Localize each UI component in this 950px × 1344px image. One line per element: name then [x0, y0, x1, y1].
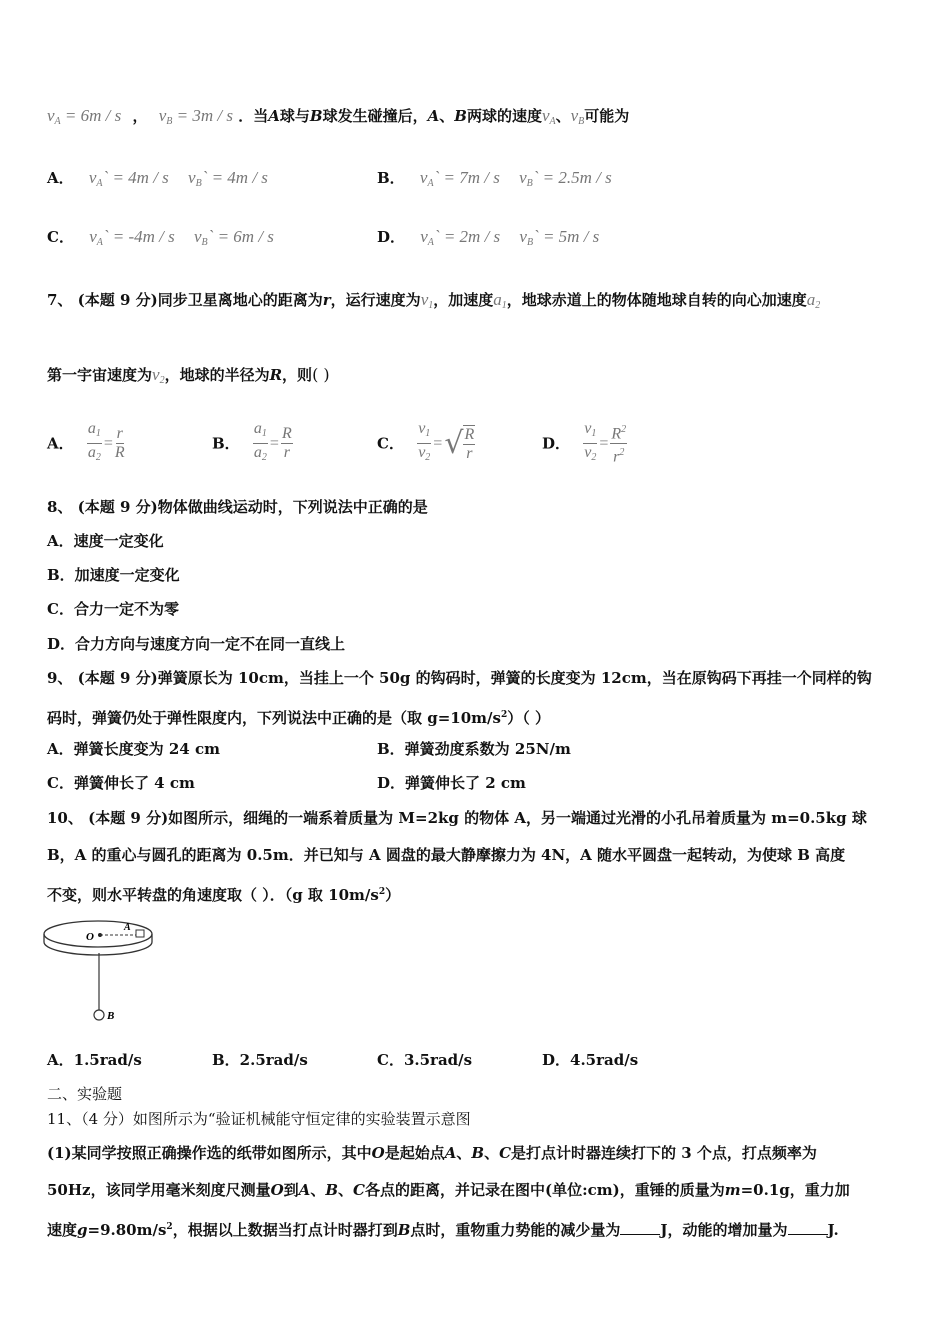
label-b: B — [107, 1010, 115, 1022]
q9-option-d[interactable]: D．弹簧伸长了 2 cm — [377, 774, 526, 792]
q11-line3: 速度$g=9.80m/s^2$，根据以上数据当打点计时器打到B点时，重物重力势能的减少量为 J，动能的增加量为 J. — [47, 1221, 839, 1239]
label-a: A — [124, 922, 131, 933]
ball-b — [94, 1010, 104, 1020]
q8-stem: 8、 (本题 9 分)物体做曲线运动时，下列说法中正确的是 — [47, 498, 428, 516]
q6-stem: $v_A = 6m / s$ ， $v_B = 3m / s$ ．当A球与B球发生碰撞后，A、B两球的速度$v_A$、$v_B$可能为 — [47, 106, 630, 127]
turntable-figure — [40, 915, 160, 1027]
given-vb: $v_B = 3m / s$ — [158, 106, 233, 127]
q7-option-a[interactable]: A． $\frac{a_1}{a_2}$ = $\frac{r}{R}$ — [47, 420, 125, 463]
q6-option-c[interactable]: C． $v_A` = -4m / s$ $v_B` = 6m / s$ — [47, 227, 274, 248]
q9-option-c[interactable]: C．弹簧伸长了 4 cm — [47, 774, 195, 792]
q10-stem-line1: 10、 (本题 9 分)如图所示，细绳的一端系着质量为 M=2kg 的物体 A，另一端通过光滑的小孔吊着质量为 m=0.5kg 球 — [47, 809, 867, 827]
q6-option-b[interactable]: B． $v_A` = 7m / s$ $v_B` = 2.5m / s$ — [377, 168, 612, 189]
q9-stem-line1: 9、 (本题 9 分)弹簧原长为 10cm，当挂上一个 50g 的钩码时，弹簧的长度变为 12cm，当在原钩码下再挂一个同样的钩 — [47, 669, 872, 687]
answer-blank-1[interactable] — [620, 1220, 660, 1235]
q10-stem-line2: B，A 的重心与圆孔的距离为 0.5m．并已知与 A 圆盘的最大静摩擦力为 4N，A 随水平圆盘一起转动，为使球 B 高度 — [47, 846, 846, 864]
q10-stem-line3: 不变，则水平转盘的角速度取（ ）．（g 取 $10m/s^2$） — [47, 886, 401, 904]
q10-option-a[interactable]: A．1.5rad/s — [47, 1051, 142, 1069]
q7-stem-line1: 7、 (本题 9 分)同步卫星离地心的距离为r，运行速度为$v_1$，加速度$a_1$，地球赤道上的物体随地球自转的向心加速度$a_2$ — [47, 290, 821, 311]
q9-option-a[interactable]: A．弹簧长度变为 24 cm — [47, 740, 220, 758]
section-heading: 二、实验题 — [47, 1085, 123, 1103]
q10-option-b[interactable]: B．2.5rad/s — [212, 1051, 308, 1069]
q11-line1: (1)某同学按照正确操作选的纸带如图所示，其中O是起始点A、B、C是打点计时器连续打下的 3 个点，打点频率为 — [47, 1144, 817, 1162]
label-o: O — [86, 931, 94, 943]
q7-option-d[interactable]: D． $\frac{v_1}{v_2}$ = $\frac{R^2}{r^2}$ — [542, 420, 627, 466]
q11-stem: 11、（4 分）如图所示为“验证机械能守恒定律的实验装置示意图 — [47, 1110, 471, 1128]
q8-option-a[interactable]: A．速度一定变化 — [47, 532, 164, 550]
q7-option-c[interactable]: C． $\frac{v_1}{v_2}$ = √ $\frac{R}{r}$ — [377, 420, 475, 463]
block-a — [136, 930, 144, 937]
q9-option-b[interactable]: B．弹簧劲度系数为 25N/m — [377, 740, 571, 758]
q8-option-d[interactable]: D．合力方向与速度方向一定不在同一直线上 — [47, 635, 346, 653]
q8-option-c[interactable]: C．合力一定不为零 — [47, 600, 179, 618]
q7-option-b[interactable]: B． $\frac{a_1}{a_2}$ = $\frac{R}{r}$ — [212, 420, 292, 463]
q10-option-c[interactable]: C．3.5rad/s — [377, 1051, 473, 1069]
q6-option-d[interactable]: D． $v_A` = 2m / s$ $v_B` = 5m / s$ — [377, 227, 600, 248]
given-va: $v_A = 6m / s$ — [47, 106, 122, 127]
q7-stem-line2: 第一宇宙速度为$v_2$，地球的半径为R，则( ) — [47, 365, 330, 386]
q11-line2: 50Hz，该同学用毫米刻度尺测量O到A、B、C各点的距离，并记录在图中(单位:cm)，重锤的质量为m=0.1g，重力加 — [47, 1181, 850, 1199]
q8-option-b[interactable]: B．加速度一定变化 — [47, 566, 180, 584]
q6-option-a[interactable]: A． $v_A` = 4m / s$ $v_B` = 4m / s$ — [47, 168, 268, 189]
answer-blank-2[interactable] — [788, 1220, 828, 1235]
q10-option-d[interactable]: D．4.5rad/s — [542, 1051, 639, 1069]
q9-stem-line2: 码时，弹簧仍处于弹性限度内，下列说法中正确的是（取 $g=10m/s^2$）（ ） — [47, 709, 550, 727]
